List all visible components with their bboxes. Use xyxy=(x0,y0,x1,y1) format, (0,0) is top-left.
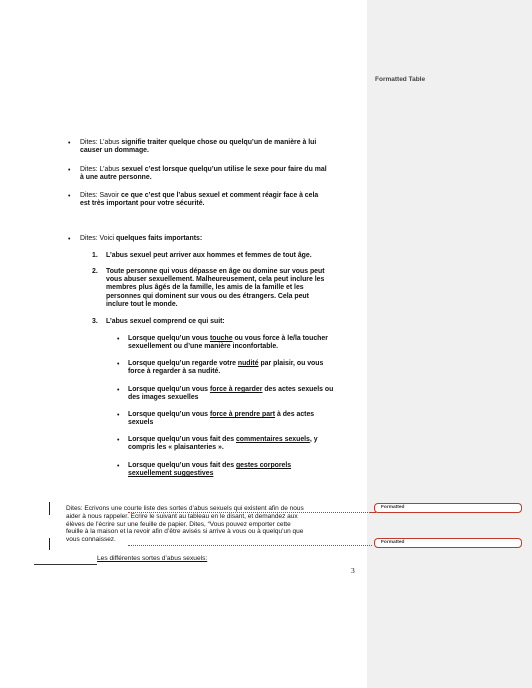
bullet-4 xyxy=(80,235,370,243)
bullet-3-line-1: Dites: Savoir ce que c’est que l’abus sexuel et comment réagir face à cela xyxy=(80,192,319,199)
sub-bullet-icon: • xyxy=(117,387,120,394)
bullet-4-line-1: Dites: Voici quelques faits importants: xyxy=(80,235,203,242)
bullet-icon: • xyxy=(68,167,71,174)
bullet-1-line-2: causer un dommage. xyxy=(80,147,149,155)
sub-bullet-3: Lorsque quelqu’un vous force à regarder des actes sexuels ou des images sexuelles xyxy=(128,386,334,402)
change-bar xyxy=(49,538,50,550)
formatted-balloon[interactable] xyxy=(374,503,522,513)
sub-bullet-6: Lorsque quelqu’un vous fait des gestes corporels sexuellement suggestives xyxy=(128,462,292,478)
page-number: 3 xyxy=(351,566,355,575)
balloon-leader xyxy=(128,545,372,546)
bullet-2-line-2: à une autre personne. xyxy=(80,174,152,182)
bullet-icon: • xyxy=(68,236,71,243)
sub-bullet-2: Lorsque quelqu’un regarde votre nudité par plaisir, ou vous force à regarder à sa nudité. xyxy=(128,360,324,376)
sub-bullet-icon: • xyxy=(117,437,120,444)
sub-bullet-icon: • xyxy=(117,336,120,343)
sub-bullet-5: Lorsque quelqu’un vous fait des commentaires sexuels, y compris les « plaisanteries ». xyxy=(128,436,318,452)
sub-bullet-1: Lorsque quelqu’un vous touche ou vous force à le/la toucher sexuellement ou d’une manière inconfortable. xyxy=(128,335,328,351)
bullet-2 xyxy=(80,166,370,182)
formatted-balloon[interactable] xyxy=(374,538,522,548)
sub-bullet-icon: • xyxy=(117,361,120,368)
bullet-2-line-1: Dites: L’abus sexuel c’est lorsque quelqu’un utilise le sexe pour faire du mal xyxy=(80,166,327,173)
balloon-label: Formatted xyxy=(381,540,405,545)
list-number: 1. xyxy=(92,252,98,259)
list-number: 2. xyxy=(92,268,98,275)
sub-bullet-icon: • xyxy=(117,412,120,419)
left-rule xyxy=(34,564,97,565)
sub-bullet-4: Lorsque quelqu’un vous force à prendre part à des actes sexuels xyxy=(128,411,315,427)
numbered-item-2: Toute personne qui vous dépasse en âge ou domine sur vous peut vous abuser sexuellement. Malheureusement, cela peut inclure les membres plus âgés de la famille, les amis de la famille et les personnes qui dominent sur vous ou des étrangers. Cela peut inclure tout le monde. xyxy=(106,268,325,308)
balloon-label: Formatted xyxy=(381,505,405,510)
numbered-item-1: L’abus sexuel peut arriver aux hommes et femmes de tout âge. xyxy=(106,252,312,259)
instruction-paragraph: Dites: Ecrivons une courte liste des sortes d’abus sexuels qui existent afin de nous aider à nous rappeler. Ecrire le suivant au tableau en le disant, et demandez aux élèves de l’écrire sur une feuille de papier. Dites, “Vous pouvez emporter cette feuille à la maison et la revoir afin d’être avisés si arrive à vous ou à quelqu’un que vous connaissez. xyxy=(66,505,304,544)
change-bar xyxy=(49,502,50,515)
bullet-icon: • xyxy=(68,193,71,200)
list-number: 3. xyxy=(92,318,98,325)
bullet-3-line-2: est très important pour votre sécurité. xyxy=(80,200,205,208)
sub-bullet-icon: • xyxy=(117,463,120,470)
comment-pane xyxy=(367,0,532,688)
bullet-1 xyxy=(80,139,370,155)
comment-pane-title: Formatted Table xyxy=(375,76,426,83)
bullet-1-line-1: Dites: L’abus signifie traiter quelque chose ou quelqu’un de manière à lui xyxy=(80,139,317,146)
numbered-item-3: L’abus sexuel comprend ce qui suit: xyxy=(106,318,225,325)
subheading: Les différentes sortes d’abus sexuels: xyxy=(97,555,208,562)
bullet-icon: • xyxy=(68,140,71,147)
bullet-3 xyxy=(80,192,370,208)
balloon-leader xyxy=(128,512,372,513)
